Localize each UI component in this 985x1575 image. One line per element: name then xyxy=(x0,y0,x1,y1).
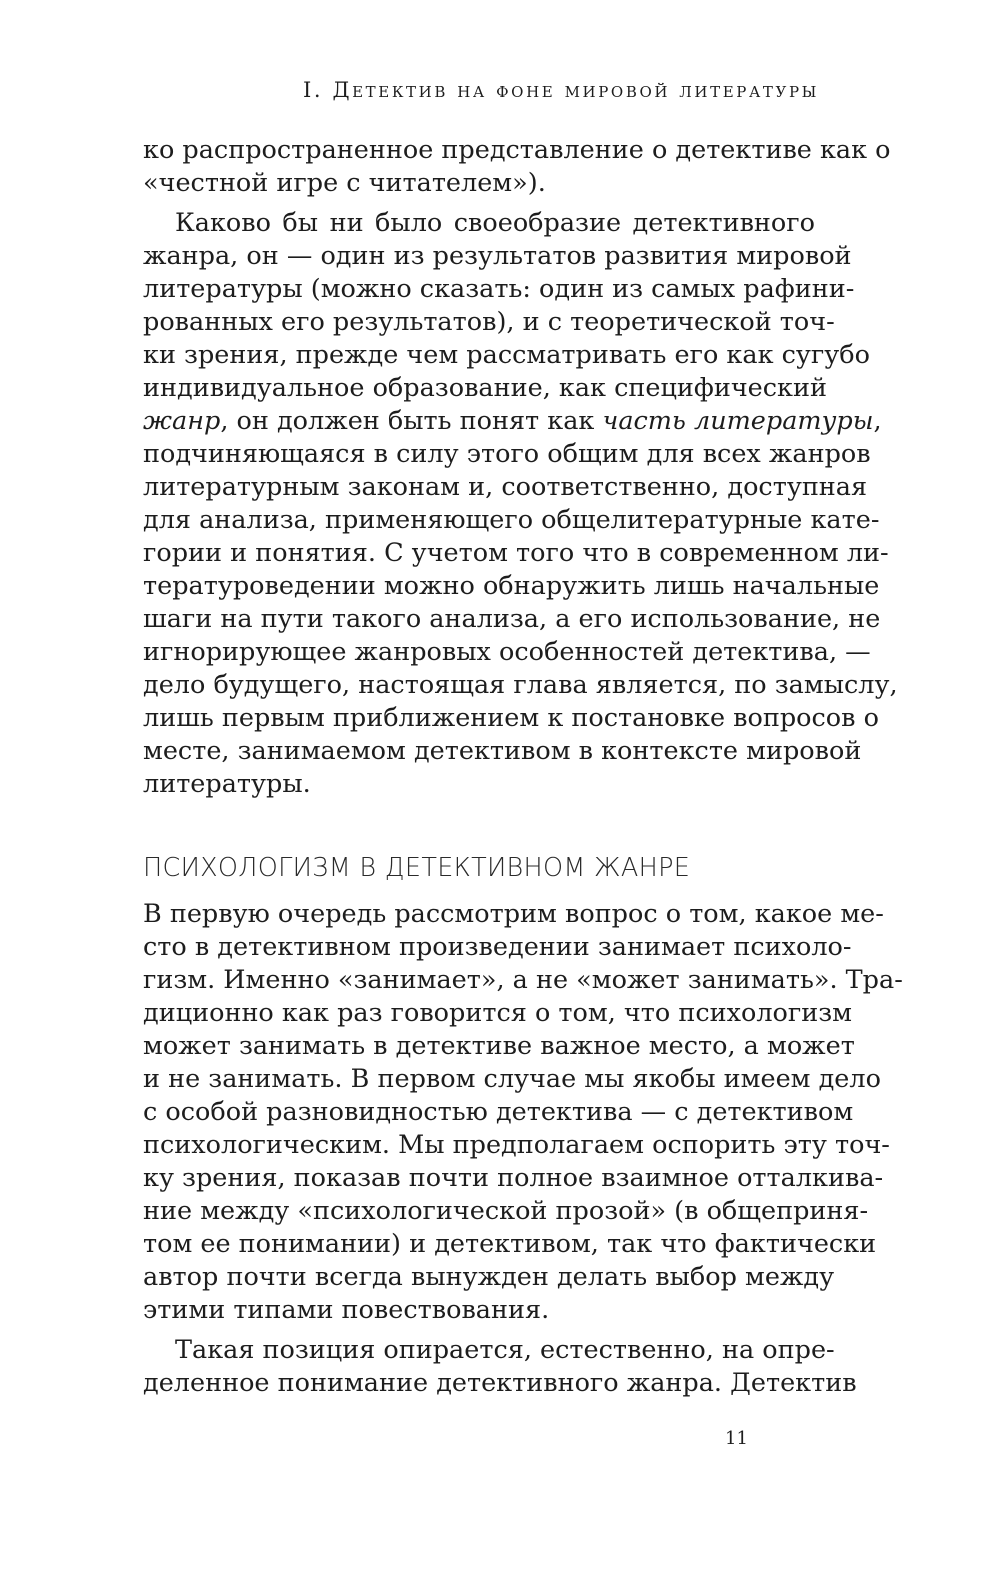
text-line: том ее понимании) и детективом, так что фактически xyxy=(143,1229,877,1259)
text-line: месте, занимаемом детективом в контексте мировой xyxy=(143,736,862,766)
text-line: ние между «психологической прозой» (в общеприня- xyxy=(143,1196,869,1226)
text-line: гизм. Именно «занимает», а не «может занимать». Тра- xyxy=(143,965,903,995)
text-line: Каково бы ни было своеобразие детективного xyxy=(175,208,815,238)
text-line: автор почти всегда вынужден делать выбор между xyxy=(143,1262,835,1292)
text-line: игнорирующее жанровых особенностей детектива, — xyxy=(143,637,871,667)
text-line: шаги на пути такого анализа, а его использование, не xyxy=(143,604,881,634)
section-heading: ПСИХОЛОГИЗМ В ДЕТЕКТИВНОМ ЖАНРЕ xyxy=(143,853,691,883)
page-number: 11 xyxy=(725,1428,748,1449)
text-line: Такая позиция опирается, естественно, на опре- xyxy=(175,1335,835,1365)
italic-term-part-of-literature: часть литературы xyxy=(602,406,874,436)
text-fragment: , он должен быть понят как xyxy=(220,406,603,436)
text-line: индивидуальное образование, как специфический xyxy=(143,373,827,403)
text-line: психологическим. Мы предполагаем оспорить эту точ- xyxy=(143,1130,890,1160)
text-line: дело будущего, настоящая глава является, по замыслу, xyxy=(143,670,898,700)
italic-term-genre: жанр xyxy=(143,406,221,436)
paragraph-continuation xyxy=(143,134,898,801)
text-line: рованных его результатов), и с теоретической точ- xyxy=(143,307,835,337)
text-line: гории и понятия. С учетом того что в современном ли- xyxy=(143,538,889,568)
text-line: тературоведении можно обнаружить лишь начальные xyxy=(143,571,880,601)
text-line: литературным законам и, соответственно, доступная xyxy=(143,472,868,502)
text-line: «честной игре с читателем»). xyxy=(143,168,546,198)
section-body xyxy=(143,898,903,1400)
text-line: может занимать в детективе важное место, а может xyxy=(143,1031,855,1061)
text-line: диционно как раз говорится о том, что психологизм xyxy=(143,998,852,1028)
text-line: с особой разновидностью детектива — с детективом xyxy=(143,1097,854,1127)
text-line: ко распространенное представление о детективе как о xyxy=(143,135,891,165)
text-line: жанра, он — один из результатов развития мировой xyxy=(143,241,852,271)
text-line: ку зрения, показав почти полное взаимное отталкива- xyxy=(143,1163,884,1193)
text-line: и не занимать. В первом случае мы якобы имеем дело xyxy=(143,1064,881,1094)
text-line: В первую очередь рассмотрим вопрос о том, какое ме- xyxy=(143,899,884,929)
text-line: ки зрения, прежде чем рассматривать его как сугубо xyxy=(143,340,870,370)
text-line: лишь первым приближением к постановке вопросов о xyxy=(143,703,879,733)
running-header: I. Детектив на фоне мировой литературы xyxy=(303,78,819,102)
text-line: сто в детективном произведении занимает психоло- xyxy=(143,932,852,962)
text-line: подчиняющаяся в силу этого общим для всех жанров xyxy=(143,439,871,469)
text-line: для анализа, применяющего общелитературные кате- xyxy=(143,505,880,535)
text-line: литературы. xyxy=(143,769,311,799)
text-line: деленное понимание детективного жанра. Детектив xyxy=(143,1368,857,1398)
text-fragment: , xyxy=(873,406,882,436)
text-line-with-italics xyxy=(143,405,882,438)
text-line: этими типами повествования. xyxy=(143,1295,550,1325)
text-line: литературы (можно сказать: один из самых рафини- xyxy=(143,274,855,304)
